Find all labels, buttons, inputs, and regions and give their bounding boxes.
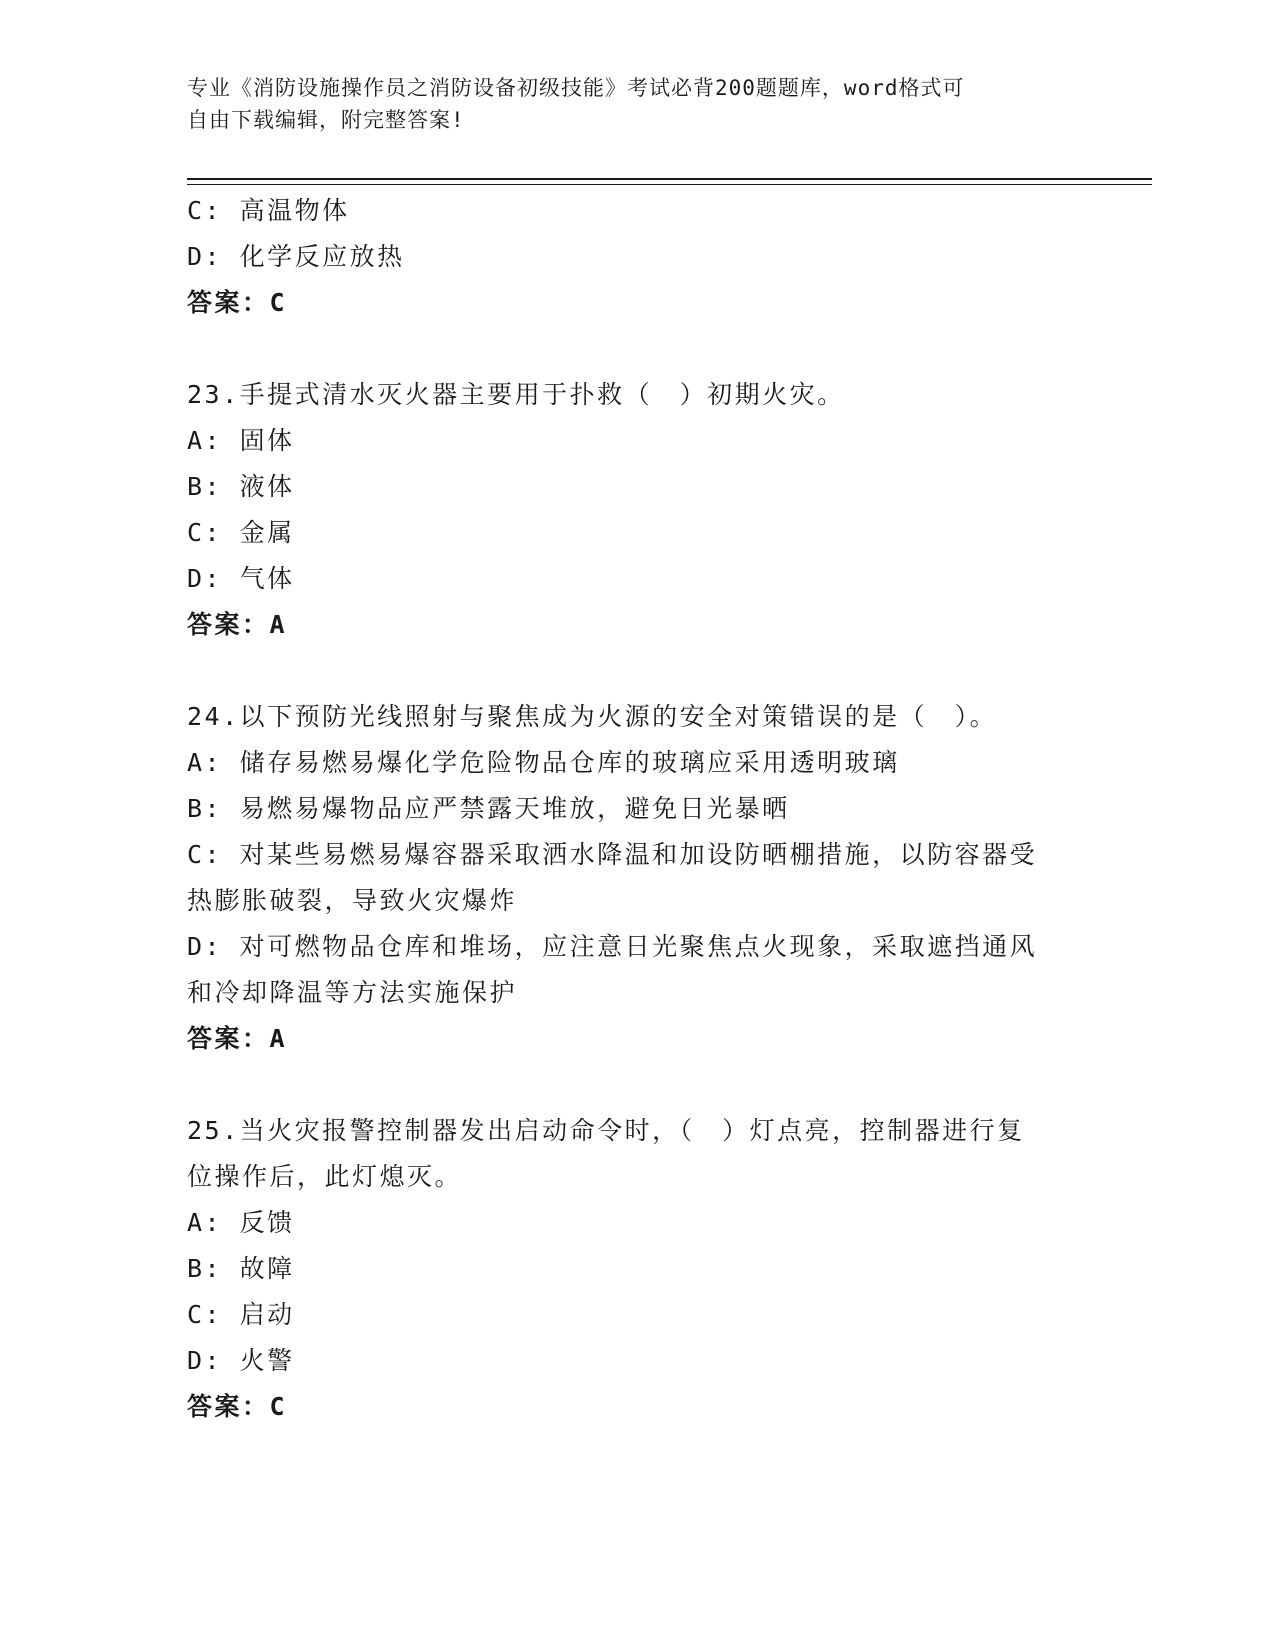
q23-option-c: C: 金属	[187, 518, 295, 547]
header-title-line-2: 自由下载编辑，附完整答案!	[187, 108, 465, 132]
q24-stem: 24.以下预防光线照射与聚焦成为火源的安全对策错误的是（ ）。	[187, 702, 998, 731]
spacer	[187, 1062, 1087, 1108]
q25-option-a: A: 反馈	[187, 1208, 295, 1237]
document-header	[187, 72, 1067, 136]
q24-answer: 答案：A	[187, 1024, 288, 1053]
q24-option-d-line-1: D: 对可燃物品仓库和堆场，应注意日光聚焦点火现象，采取遮挡通风	[187, 932, 1038, 961]
header-rule-thick	[187, 178, 1152, 180]
header-title-line-1: 专业《消防设施操作员之消防设备初级技能》考试必背200题题库，word格式可	[187, 76, 965, 100]
header-rule-thin	[187, 184, 1152, 185]
q23-option-d: D: 气体	[187, 564, 295, 593]
q25-option-c: C: 启动	[187, 1300, 295, 1329]
q25-stem-line-2: 位操作后，此灯熄灭。	[187, 1162, 463, 1191]
q24-option-d-line-2: 和冷却降温等方法实施保护	[187, 978, 518, 1007]
q24-option-c-line-2: 热膨胀破裂，导致火灾爆炸	[187, 886, 518, 915]
q25-option-b: B: 故障	[187, 1254, 295, 1283]
q24-option-c-line-1: C: 对某些易燃易爆容器采取洒水降温和加设防晒棚措施，以防容器受	[187, 840, 1038, 869]
q24-option-b: B: 易燃易爆物品应严禁露天堆放，避免日光暴晒	[187, 794, 790, 823]
prev-answer: 答案：C	[187, 288, 288, 317]
prev-option-d: D: 化学反应放热	[187, 242, 405, 271]
q23-option-a: A: 固体	[187, 426, 295, 455]
question-content	[187, 188, 1087, 1430]
q25-option-d: D: 火警	[187, 1346, 295, 1375]
q23-answer: 答案：A	[187, 610, 288, 639]
prev-option-c: C: 高温物体	[187, 196, 350, 225]
q24-option-a: A: 储存易燃易爆化学危险物品仓库的玻璃应采用透明玻璃	[187, 748, 900, 777]
q25-answer: 答案：C	[187, 1392, 288, 1421]
spacer	[187, 326, 1087, 372]
q23-option-b: B: 液体	[187, 472, 295, 501]
spacer	[187, 648, 1087, 694]
q25-stem-line-1: 25.当火灾报警控制器发出启动命令时，（ ）灯点亮，控制器进行复	[187, 1116, 1025, 1145]
q23-stem: 23.手提式清水灭火器主要用于扑救（ ）初期火灾。	[187, 380, 845, 409]
